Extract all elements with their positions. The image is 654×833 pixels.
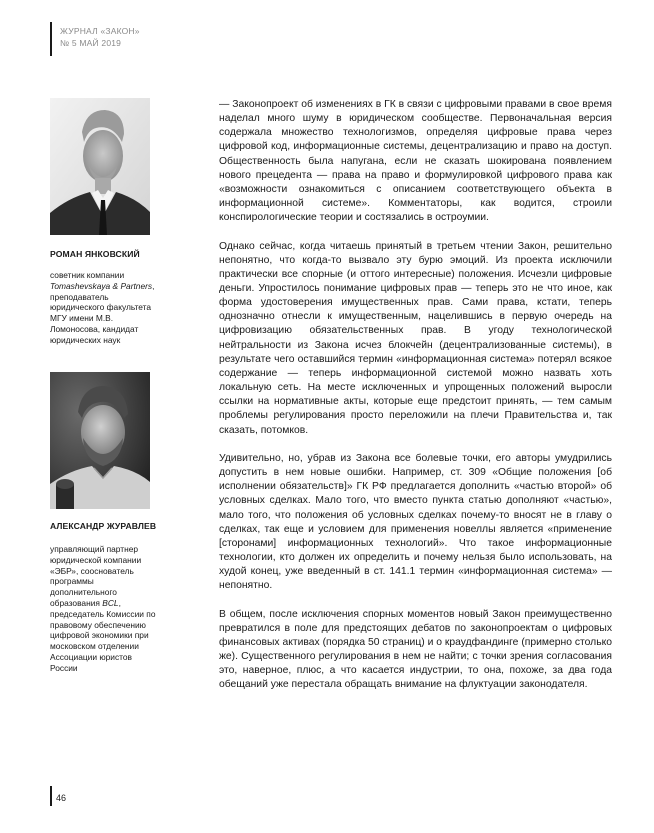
author-name: АЛЕКСАНДР ЖУРАВЛЕВ	[50, 521, 157, 531]
author-bio: управляющий партнер юридической компании «ЭБР», сооснователь программы дополнительного образования BCL, председатель Комиссии по правовому обеспечению цифровой экономики при московском отделении Ассоциации юристов России	[50, 544, 156, 673]
article-paragraph: Удивительно, но, убрав из Закона все болевые точки, его авторы умудрились допустить в нем новые ошибки. Например, ст. 309 «Общие положения [об исполнении обязательств]» ГК РФ предлагается дополнить «частью второй» об условных сделках. Мало того, что вместо пункта статью дополняют «частью», мало того, что положения об условных сделках почему-то вносят не в главу о сделках, так еще и условием для применения новеллы является «применение [сторонами] информационных технологий». Что такое информационные технологии, кто должен их определить и почему нельзя было использовать, на худой конец, уже введенный в ст. 141.1 термин «информационная система» — непонятно.	[219, 452, 612, 592]
author-bio: советник компании Tomashevskaya & Partners, преподаватель юридического факультета МГУ имени М.В. Ломоносова, кандидат юридических наук	[50, 270, 155, 345]
issue-label: № 5 МАЙ 2019	[60, 38, 122, 48]
article-body	[219, 98, 612, 707]
article-paragraph: — Законопроект об изменениях в ГК в связи с цифровыми правами в свое время наделал много шуму в юридическом сообществе. Первоначальная версия содержала множество технологизмов, определяя цифровые права через цифровой код, информационные системы, децентрализацию и право на доступ. Общественность была напугана, если не сказать шокирована появлением нового прецедента — права на право и формулировкой цифрового права как «возможности ознакомиться с описанием соответствующего объекта в информационной системе». Комментаторы, как водится, строили конспирологические теории и состязались в остроумии.	[219, 99, 612, 224]
page-number: 46	[56, 793, 67, 803]
article-paragraph: В общем, после исключения спорных моментов новый Закон преимущественно превратился в поле для предстоящих дебатов по законопроектам о цифровых финансовых активах (порядка 50 страниц) и о краудфандинге (примерно столько же). Существенного регулирования в нем не найти; с точки зрения согласования это, наверное, плюс, а что касается индустрии, то она, похоже, за два года обещаний уже перестала обращать внимание на флуктуации законодателя.	[219, 608, 612, 691]
author-photo-yankovsky	[50, 98, 150, 235]
masthead	[60, 25, 140, 49]
masthead-rule	[50, 22, 52, 56]
journal-title: ЖУРНАЛ «ЗАКОН»	[60, 26, 140, 36]
author-name: РОМАН ЯНКОВСКИЙ	[50, 249, 140, 259]
footer-rule	[50, 786, 52, 806]
article-paragraph: Однако сейчас, когда читаешь принятый в третьем чтении Закон, решительно непонятно, что когда-то вызвало эту бурю эмоций. Из проекта исключили практически все спорные (и оттого интересные) положения. Исчезли цифровые деньги. Упростилось понимание цифровых прав — теперь это не что иное, как форма удостоверения имущественных прав. Сами права, кстати, теперь однозначно отнесли к имущественным, нацелившись в первую очередь на цифровизацию обязательственных прав. В угоду технологической нейтральности из Закона исчез блокчейн (децентрализованные системы), в результате чего оставшийся термин «информационная система» потерял всякое содержание — теперь информационной системой можно назвать хоть локальную сеть. На месте исключенных и упрощенных положений выросли ссылки на нормативные акты, которые еще предстоит принять, — тем самым проблемы регулирования просто переложили на плечи Правительства и, так сказать, потомков.	[219, 240, 612, 436]
author-photo-zhuravlev	[50, 372, 150, 509]
